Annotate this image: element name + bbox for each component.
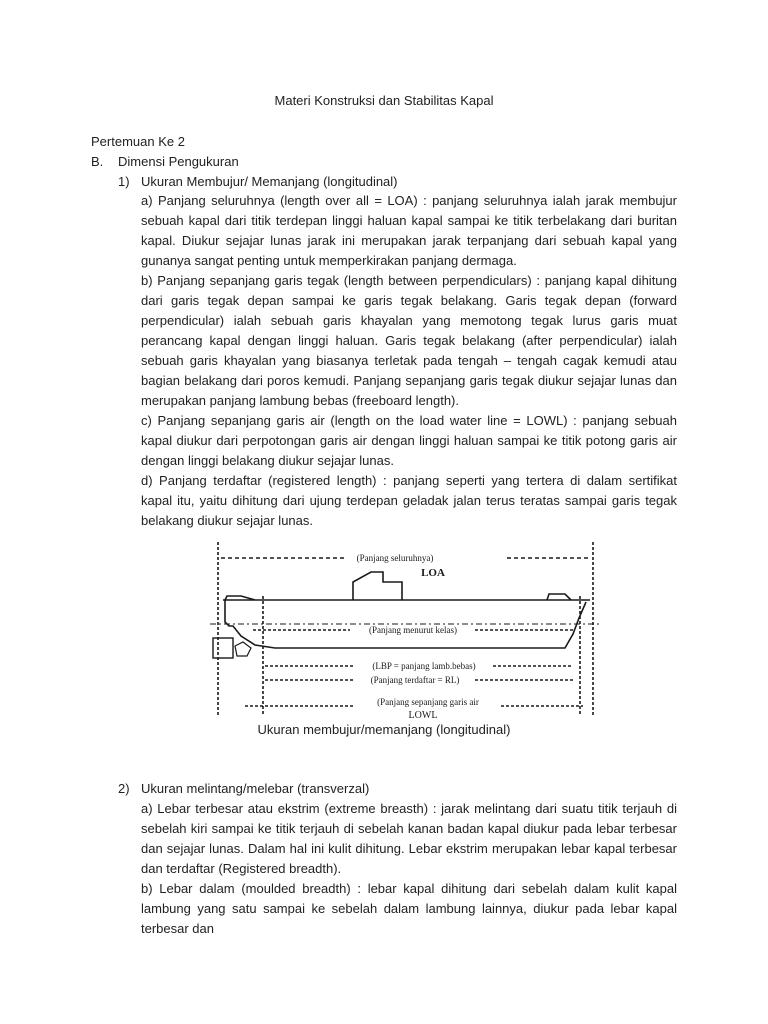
label-kelas: (Panjang menurut kelas): [369, 625, 457, 635]
paragraph-moulded-breadth: b) Lebar dalam (moulded breadth) : lebar kapal dihitung dari sebelah dalam kulit kapal lambung yang satu sampai ke sebelah dalam lambung lainnya, diukur pada lebar kapal terbesar dan: [141, 881, 677, 936]
ship-diagram: [205, 538, 615, 722]
longitudinal-number: 1): [118, 174, 130, 189]
label-loa: LOA: [421, 567, 445, 579]
section-title: Dimensi Pengukuran: [118, 154, 239, 169]
section-label: B.: [91, 154, 104, 169]
document-title: Materi Konstruksi dan Stabilitas Kapal: [274, 93, 494, 108]
figure-caption: Ukuran membujur/memanjang (longitudinal): [257, 722, 511, 737]
paragraph-loa: a) Panjang seluruhnya (length over all = LOA) : panjang seluruhnya ialah jarak membujur sebuah kapal dari titik terdepan linggi haluan kapal sampai ke titik terbelakang dari buritan kapal. Diukur sejajar lunas jarak ini merupakan jarak terpanjang dari sebuah kapal yang gunanya sangat penting untuk memperkirakan panjang dermaga.: [141, 193, 677, 268]
paragraph-registered-length: d) Panjang terdaftar (registered length) : panjang seperti yang tertera di dalam sertifikat kapal itu, yaitu dihitung dari ujung terdepan geladak jalan terus teratas sampai garis tegak belakang diukur sejajar lunas.: [141, 473, 677, 528]
meeting-label: Pertemuan Ke 2: [91, 134, 185, 149]
label-rl: (Panjang terdaftar = RL): [370, 675, 460, 685]
transversal-number: 2): [118, 781, 130, 796]
label-lbp: (LBP = panjang lamb.bebas): [372, 661, 476, 671]
paragraph-lowl: c) Panjang sepanjang garis air (length on the load water line = LOWL) : panjang sebuah kapal diukur dari perpotongan garis air dengan linggi haluan sampai ke titik potong garis air dengan linggi belakang diukur sejajar lunas.: [141, 413, 677, 468]
label-lowl-top: (Panjang sepanjang garis air: [377, 697, 479, 707]
paragraph-extreme-breadth: a) Lebar terbesar atau ekstrim (extreme breasth) : jarak melintang dari suatu titik terjauh di sebelah kiri sampai ke titik terjauh di sebelah kanan badan kapal diukur pada lebar terbesar dan sejajar lunas. Dalam hal ini kulit dihitung. Lebar ekstrim merupakan lebar kapal terbesar dan terdaftar (Registered breadth).: [141, 801, 677, 876]
label-lowl: LOWL: [408, 710, 438, 721]
transversal-title: Ukuran melintang/melebar (transverzal): [141, 781, 370, 796]
paragraph-lbp: b) Panjang sepanjang garis tegak (length between perpendiculars) : panjang kapal dihitung dari garis tegak depan sampai ke garis tegak belakang. Garis tegak depan (forward perpendicular) ialah sebuah garis khayalan yang memotong tegak lurus garis muat perancang kapal dengan linggi haluan. Garis tegak belakang (after perpendicular) ialah sebuah garis khayalan yang biasanya terletak pada tengah – tengah cagak kemudi atau bagian belakang dari poros kemudi. Panjang sepanjang garis tegak diukur sejajar lunas dan merupakan panjang lambung bebas (freeboard length).: [141, 273, 677, 408]
label-loa-top: (Panjang seluruhnya): [356, 553, 434, 563]
longitudinal-title: Ukuran Membujur/ Memanjang (longitudinal): [141, 174, 398, 189]
